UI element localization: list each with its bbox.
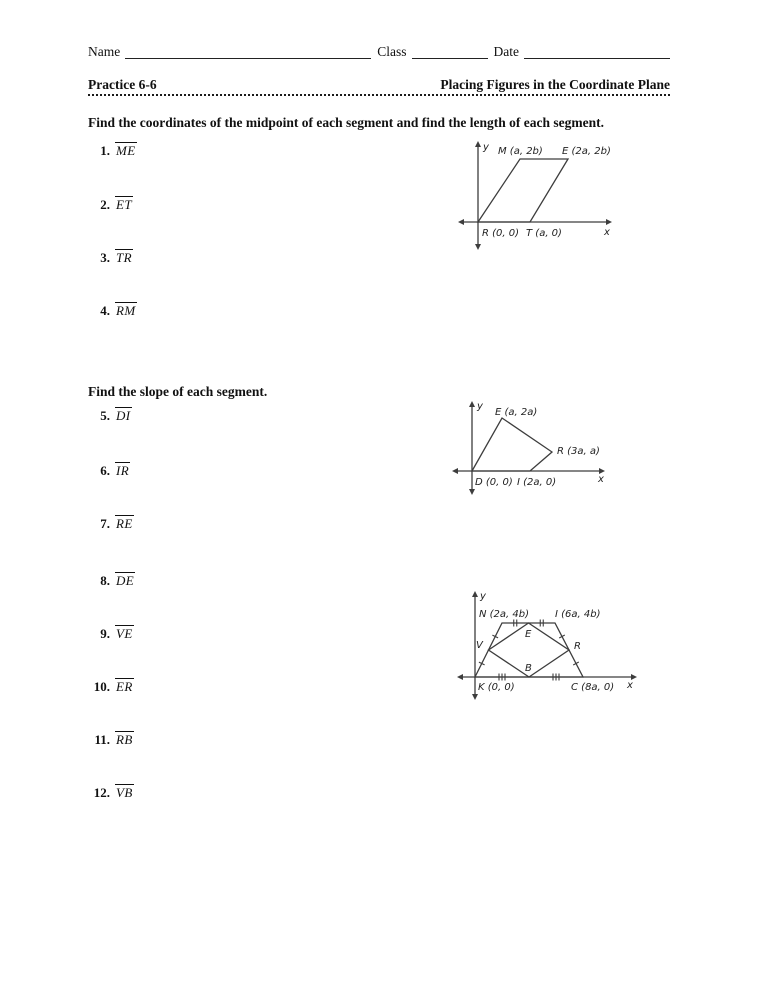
x-axis-label: x xyxy=(598,474,604,485)
segment-label: RB xyxy=(116,732,133,747)
vertex-e-label: E (2a, 2b) xyxy=(562,146,611,157)
y-axis-label: y xyxy=(480,591,486,602)
vertex-r-label: R (0, 0) xyxy=(482,228,520,239)
vertex-c-label: C (8a, 0) xyxy=(571,682,615,693)
segment-label: DE xyxy=(116,573,135,588)
name-blank-line xyxy=(125,45,371,59)
vertex-d-label: D (0, 0) xyxy=(475,477,513,488)
parallelogram-shape xyxy=(478,159,568,222)
segment-label: TR xyxy=(116,250,132,265)
problem-number: 12. xyxy=(93,785,110,800)
problem-row-3 xyxy=(88,249,133,266)
date-blank-line xyxy=(524,45,670,59)
problem-number: 3. xyxy=(100,250,110,265)
y-axis-down-arrow-icon xyxy=(472,694,478,700)
problem-number: 4. xyxy=(100,303,110,318)
problem-number: 7. xyxy=(100,516,110,531)
vertex-v-label: V xyxy=(476,640,483,651)
problem-row-2 xyxy=(88,196,133,213)
problem-number: 5. xyxy=(100,408,110,423)
problem-number: 6. xyxy=(100,463,110,478)
problem-row-10 xyxy=(88,678,134,695)
class-label: Class xyxy=(377,44,407,59)
problem-row-8 xyxy=(88,572,135,589)
x-axis-label: x xyxy=(627,680,633,691)
vertex-e-label: E (a, 2a) xyxy=(495,407,538,418)
x-axis-left-arrow-icon xyxy=(458,219,464,225)
segment-label: RM xyxy=(116,303,136,318)
vertex-t-label: T (a, 0) xyxy=(526,228,562,239)
practice-number-label: Practice 6-6 xyxy=(88,77,157,92)
x-axis-left-arrow-icon xyxy=(452,468,458,474)
y-axis-up-arrow-icon xyxy=(475,141,481,147)
section2-instruction: Find the slope of each segment. xyxy=(88,384,268,399)
figure-quadrilateral xyxy=(450,396,610,501)
problem-number: 2. xyxy=(100,197,110,212)
name-class-date-row xyxy=(88,44,670,60)
segment-label: VE xyxy=(116,626,133,641)
segment-label: RE xyxy=(116,516,133,531)
worksheet-title-row xyxy=(88,77,670,96)
y-axis-label: y xyxy=(477,401,483,412)
problem-row-12 xyxy=(88,784,134,801)
problem-number: 9. xyxy=(100,626,110,641)
worksheet-topic-label: Placing Figures in the Coordinate Plane xyxy=(440,77,670,92)
problem-row-5 xyxy=(88,407,132,424)
segment-label: IR xyxy=(116,463,130,478)
y-axis-up-arrow-icon xyxy=(469,401,475,407)
segment-label: ER xyxy=(116,679,133,694)
y-axis-down-arrow-icon xyxy=(475,244,481,250)
problem-number: 10. xyxy=(93,679,110,694)
vertex-m-label: M (a, 2b) xyxy=(498,146,543,157)
problem-row-6 xyxy=(88,462,130,479)
problem-row-11 xyxy=(88,731,134,748)
problem-row-9 xyxy=(88,625,134,642)
section1-instruction: Find the coordinates of the midpoint of each segment and find the length of each segment. xyxy=(88,115,604,130)
y-axis-label: y xyxy=(483,142,489,153)
problem-number: 1. xyxy=(100,143,110,158)
vertex-b-label: B xyxy=(525,663,532,674)
y-axis-up-arrow-icon xyxy=(472,591,478,597)
problem-row-7 xyxy=(88,515,134,532)
class-blank-line xyxy=(412,45,488,59)
figure-trapezoid xyxy=(452,585,650,707)
x-axis-label: x xyxy=(604,227,610,238)
date-label: Date xyxy=(493,44,519,59)
y-axis-down-arrow-icon xyxy=(469,489,475,495)
vertex-r-label: R xyxy=(574,641,581,652)
vertex-n-label: N (2a, 4b) xyxy=(479,609,530,620)
quadrilateral-shape xyxy=(472,418,552,471)
vertex-i-label: I (2a, 0) xyxy=(517,477,557,488)
name-label: Name xyxy=(88,44,121,59)
vertex-k-label: K (0, 0) xyxy=(478,682,515,693)
segment-label: DI xyxy=(116,408,131,423)
segment-label: VB xyxy=(116,785,133,800)
vertex-r-label: R (3a, a) xyxy=(557,446,600,457)
vertex-e-label: E xyxy=(525,629,532,640)
x-axis-right-arrow-icon xyxy=(606,219,612,225)
segment-label: ME xyxy=(116,143,136,158)
vertex-i-label: I (6a, 4b) xyxy=(555,609,601,620)
x-axis-left-arrow-icon xyxy=(457,674,463,680)
problem-number: 8. xyxy=(100,573,110,588)
problem-row-4 xyxy=(88,302,137,319)
problem-number: 11. xyxy=(94,732,110,747)
segment-label: ET xyxy=(116,197,132,212)
problem-row-1 xyxy=(88,142,137,159)
figure-parallelogram xyxy=(452,133,622,253)
